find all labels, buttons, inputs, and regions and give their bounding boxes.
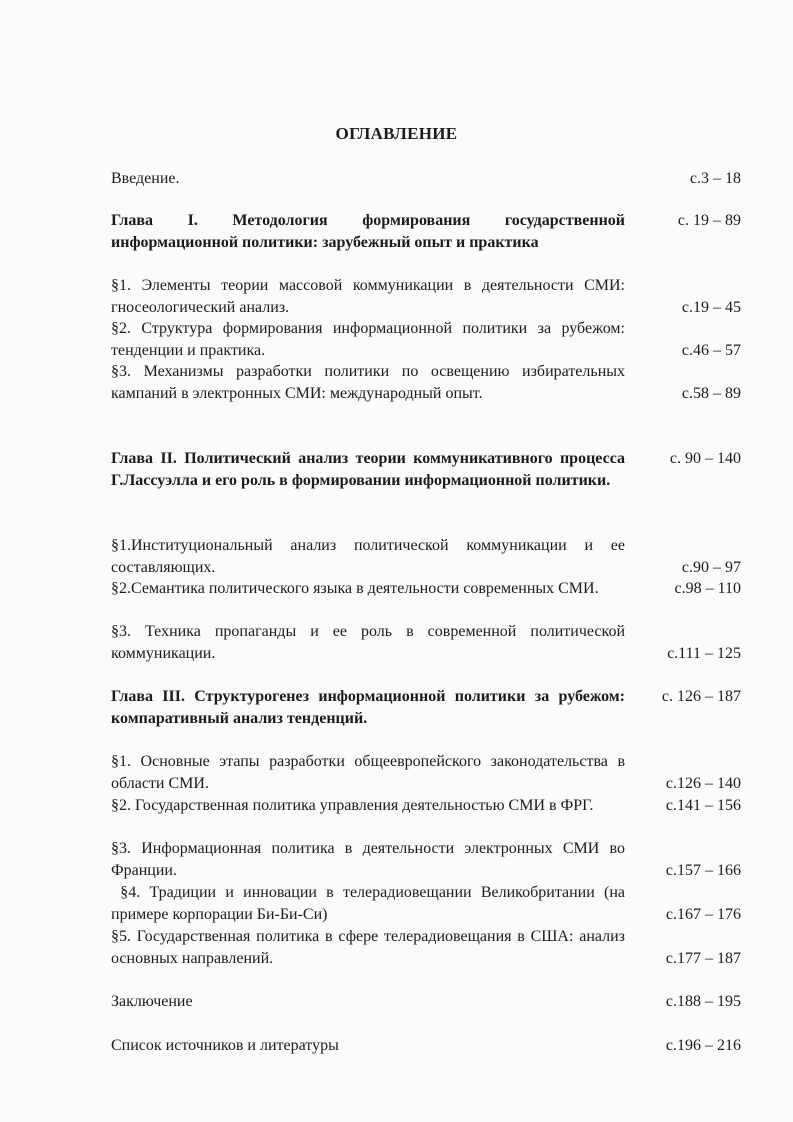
section-text: §2. Государственная политика управления деятельностью СМИ в ФРГ. [111,797,594,814]
chapter-pages: с. 126 – 187 [661,688,741,705]
toc-section-1-1 [111,275,741,319]
toc-chapter-1 [111,210,741,254]
section-text: §3. Техника пропаганды и ее роль в современной политической коммуникации. [111,623,625,662]
section-pages: с.90 – 97 [681,559,741,576]
section-pages: с.46 – 57 [681,342,741,359]
toc-chapter-2 [111,448,741,492]
section-text: §5. Государственная политика в сфере телерадиовещания в США: анализ основных направлений. [111,928,625,967]
toc-section-3-3 [111,838,741,882]
toc-section-2-3 [111,621,741,665]
toc-entry-text: Введение. [111,170,180,187]
toc-entry-pages: с.196 – 216 [665,1037,741,1054]
section-pages: с.111 – 125 [667,645,741,662]
section-pages: с.126 – 140 [665,775,741,792]
page-title: ОГЛАВЛЕНИЕ [335,124,458,143]
chapter-heading: Глава III. Структурогенез информационной политики за рубежом: компаративный анализ тенденций. [111,688,625,727]
toc-section-3-1 [111,751,741,795]
toc-section-3-4 [111,882,741,926]
section-pages: с.58 – 89 [681,385,741,402]
toc-entry-pages: с.188 – 195 [665,993,741,1010]
toc-entry-conclusion [111,991,741,1013]
toc-entry-text: Заключение [111,993,193,1010]
chapter-heading: Глава II. Политический анализ теории коммуникативного процесса Г.Лассуэлла и его роль в формировании информационной политики. [111,450,625,489]
section-pages: с.157 – 166 [665,862,741,879]
toc-section-3-5 [111,926,741,970]
toc-section-2-1 [111,535,741,579]
toc-section-1-2 [111,318,741,362]
section-text: §1.Институциональный анализ политической коммуникации и ее составляющих. [111,537,625,576]
chapter-heading: Глава I. Методология формирования государственной информационной политики: зарубежный опыт и практика [111,212,625,251]
toc-entry-pages: с.3 – 18 [689,170,741,187]
section-text: §4. Традиции и инновации в телерадиовещании Великобритании (на примере корпорации Би-Би-Си) [111,884,630,923]
toc-entry-intro [111,168,741,190]
section-text: §1. Элементы теории массовой коммуникации в деятельности СМИ: гносеологический анализ. [111,277,625,316]
section-pages: с.141 – 156 [665,797,741,814]
toc-section-1-3 [111,361,741,405]
section-text: §1. Основные этапы разработки общеевропейского законодательства в области СМИ. [111,753,625,792]
chapter-pages: с. 90 – 140 [669,450,741,467]
chapter-pages: с. 19 – 89 [677,212,741,229]
section-pages: с.98 – 110 [674,580,741,597]
toc-section-3-2 [111,795,741,817]
toc-entry-text: Список источников и литературы [111,1037,339,1054]
section-pages: с.19 – 45 [681,299,741,316]
section-pages: с.177 – 187 [665,950,741,967]
toc-chapter-3 [111,686,741,730]
toc-section-2-2 [111,578,741,600]
section-text: §2.Семантика политического языка в деятельности современных СМИ. [111,580,599,597]
section-text: §2. Структура формирования информационной политики за рубежом: тенденции и практика. [111,320,625,359]
section-text: §3. Механизмы разработки политики по освещению избирательных кампаний в электронных СМИ: международный опыт. [111,363,625,402]
toc-entry-sources [111,1035,741,1057]
section-pages: с.167 – 176 [665,906,741,923]
section-text: §3. Информационная политика в деятельности электронных СМИ во Франции. [111,840,625,879]
